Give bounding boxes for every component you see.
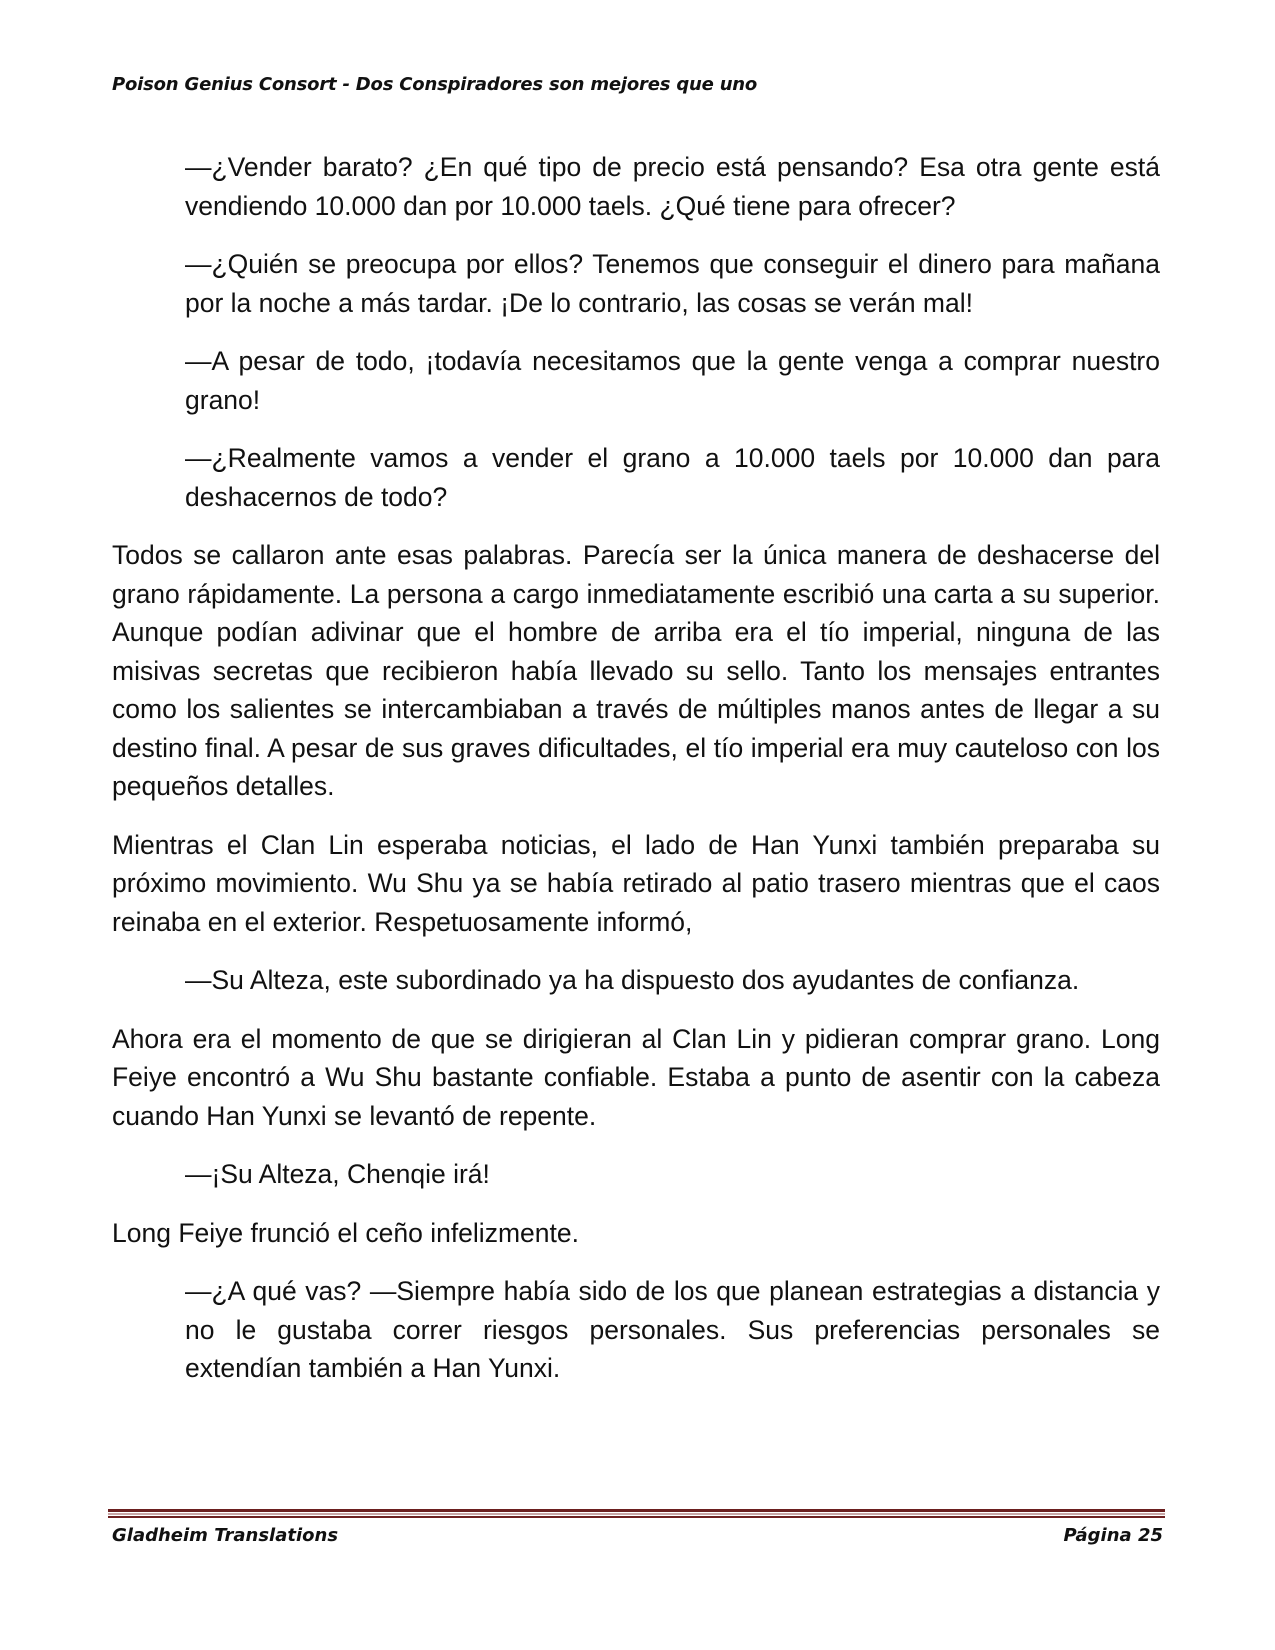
narration-paragraph: Ahora era el momento de que se dirigieran al Clan Lin y pidieran comprar grano. Long Feiye encontró a Wu Shu bastante confiable. Estaba a punto de asentir con la cabeza cuando Han Yunxi se levantó de repente.: [112, 1023, 1160, 1131]
dialogue-paragraph: —¿Realmente vamos a vender el grano a 10.000 taels por 10.000 dan para deshacernos de todo?: [185, 443, 1160, 512]
dialogue-paragraph: —¿A qué vas? —Siempre había sido de los que planean estrategias a distancia y no le gustaba correr riesgos personales. Sus preferencias personales se extendían también a Han Yunxi.: [185, 1276, 1160, 1383]
footer-divider: [108, 1509, 1165, 1518]
document-body: [112, 148, 1160, 1408]
narration-paragraph: Todos se callaron ante esas palabras. Parecía ser la única manera de deshacerse del grano rápidamente. La persona a cargo inmediatamente escribió una carta a su superior. Aunque podían adivinar que el hombre de arriba era el tío imperial, ninguna de las misivas secretas que recibieron había llevado su sello. Tanto los mensajes entrantes como los salientes se intercambiaban a través de múltiples manos antes de llegar a su destino final. A pesar de sus graves dificultades, el tío imperial era muy cauteloso con los pequeños detalles.: [112, 540, 1160, 801]
narration-paragraph: Long Feiye frunció el ceño infelizmente.: [112, 1217, 579, 1248]
narration-paragraph: Mientras el Clan Lin esperaba noticias, el lado de Han Yunxi también preparaba su próximo movimiento. Wu Shu ya se había retirado al patio trasero mientras que el caos reinaba en el exterior. Respetuosamente informó,: [112, 829, 1160, 937]
dialogue-paragraph: —Su Alteza, este subordinado ya ha dispuesto dos ayudantes de confianza.: [185, 965, 1080, 995]
dialogue-paragraph: —¿Quién se preocupa por ellos? Tenemos que conseguir el dinero para mañana por la noche a más tardar. ¡De lo contrario, las cosas se verán mal!: [185, 249, 1160, 318]
footer-publisher: Gladheim Translations: [112, 1525, 339, 1546]
dialogue-paragraph: —¿Vender barato? ¿En qué tipo de precio está pensando? Esa otra gente está vendiendo 10.000 dan por 10.000 taels. ¿Qué tiene para ofrecer?: [185, 152, 1160, 221]
dialogue-paragraph: —A pesar de todo, ¡todavía necesitamos que la gente venga a comprar nuestro grano!: [185, 346, 1160, 415]
page-number: Página 25: [1063, 1525, 1163, 1546]
dialogue-paragraph: —¡Su Alteza, Chenqie irá!: [185, 1159, 490, 1189]
running-header: Poison Genius Consort - Dos Conspiradores son mejores que uno: [112, 74, 758, 95]
footer-divider-inner-line: [108, 1513, 1165, 1515]
